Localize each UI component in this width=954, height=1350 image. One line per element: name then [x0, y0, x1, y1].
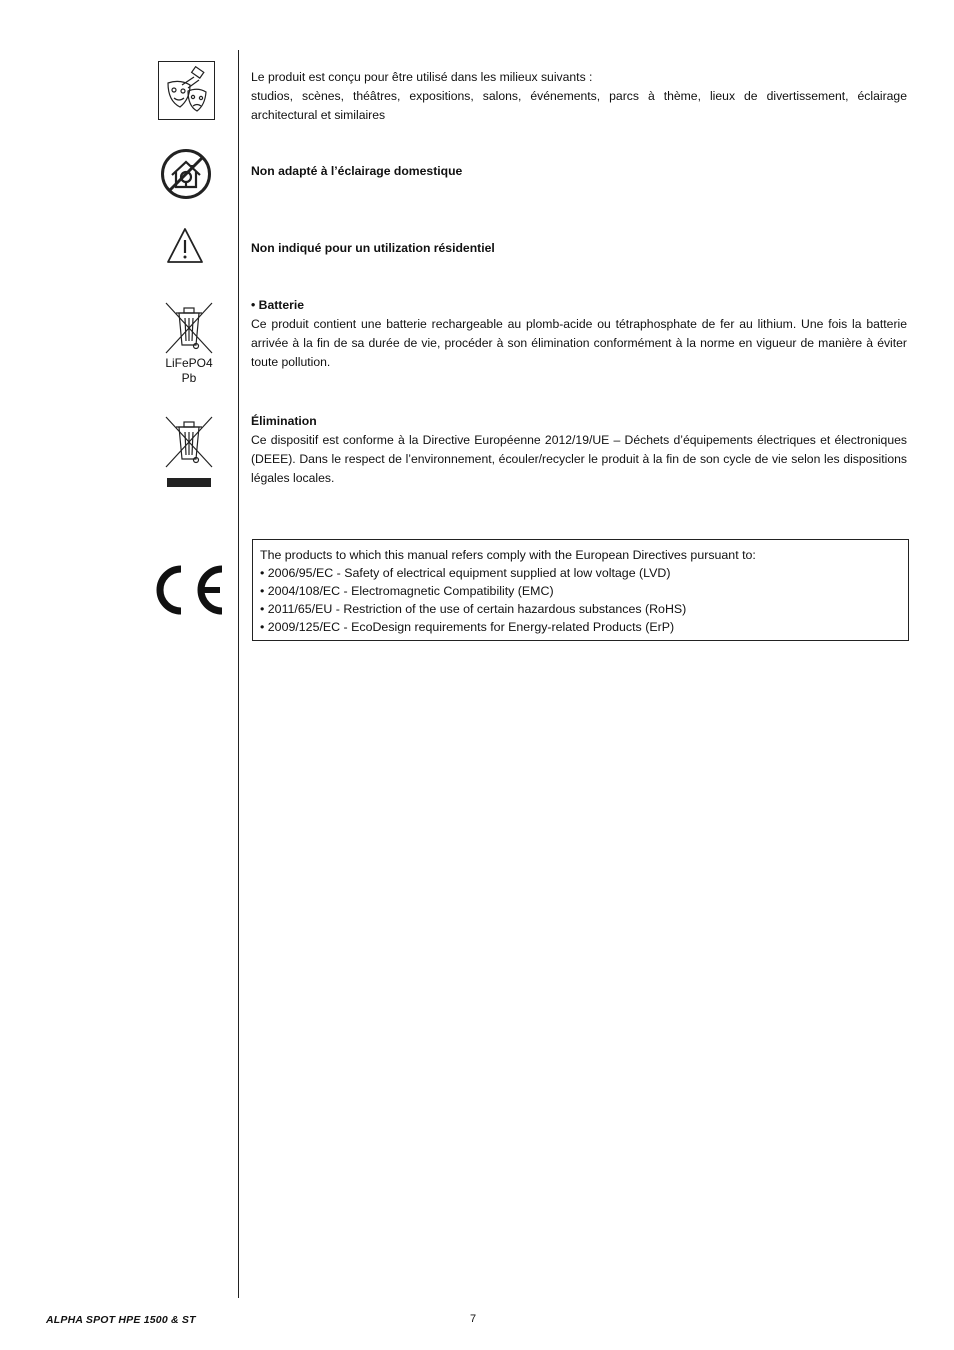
- residential-notice: Non indiqué pour un utilization résidentiel: [251, 241, 495, 255]
- battery-section: [251, 296, 907, 372]
- no-domestic-use-icon: [160, 148, 212, 200]
- battery-caption: [150, 356, 228, 386]
- usage-description: [251, 68, 907, 125]
- ce-item-rohs: • 2011/65/EU - Restriction of the use of certain hazardous substances (RoHS): [260, 602, 687, 616]
- usage-list: studios, scènes, théâtres, expositions, salons, événements, parcs à thème, lieux de divertissement, éclairage architectural et similaires: [251, 89, 907, 122]
- battery-title: • Batterie: [251, 298, 305, 312]
- ce-item-emc: • 2004/108/EC - Electromagnetic Compatibility (EMC): [260, 584, 554, 598]
- disposal-body: Ce dispositif est conforme à la Directive Européenne 2012/19/UE – Déchets d’équipements électriques et électroniques (DEEE). Dans le respect de l’environnement, écouler/recycler le produit à la fin de son cycle de vie selon les dispositions légales locales.: [251, 433, 907, 485]
- disposal-section: [251, 412, 907, 488]
- footer-product-name: ALPHA SPOT HPE 1500 & ST: [46, 1314, 196, 1326]
- page-number: 7: [470, 1313, 477, 1325]
- domestic-notice: Non adapté à l’éclairage domestique: [251, 164, 463, 178]
- battery-body: Ce produit contient une batterie rechargeable au plomb-acide ou tétraphosphate de fer au lithium. Une fois la batterie arrivée à la fin de sa durée de vie, procéder à son élimination conformément à la norme en vigueur de manière à éviter toute pollution.: [251, 317, 907, 369]
- ce-intro: The products to which this manual refers comply with the European Directives pursuant to:: [260, 548, 756, 562]
- warning-triangle-icon: [166, 227, 204, 264]
- disposal-title: Élimination: [251, 414, 317, 428]
- battery-caption-lifepo4: LiFePO4: [165, 356, 213, 370]
- crossed-bin-icon: [164, 301, 214, 355]
- theatre-masks-spotlight-icon: [158, 61, 215, 120]
- vertical-divider: [238, 50, 239, 1298]
- usage-intro: Le produit est conçu pour être utilisé dans les milieux suivants :: [251, 70, 593, 84]
- ce-item-lvd: • 2006/95/EC - Safety of electrical equipment supplied at low voltage (LVD): [260, 566, 671, 580]
- battery-caption-pb: Pb: [181, 371, 197, 385]
- weee-crossed-bin-icon: [164, 415, 214, 489]
- ce-item-erp: • 2009/125/EC - EcoDesign requirements for Energy-related Products (ErP): [260, 620, 675, 634]
- ce-compliance-box: [252, 539, 909, 641]
- ce-mark-icon: [148, 563, 226, 617]
